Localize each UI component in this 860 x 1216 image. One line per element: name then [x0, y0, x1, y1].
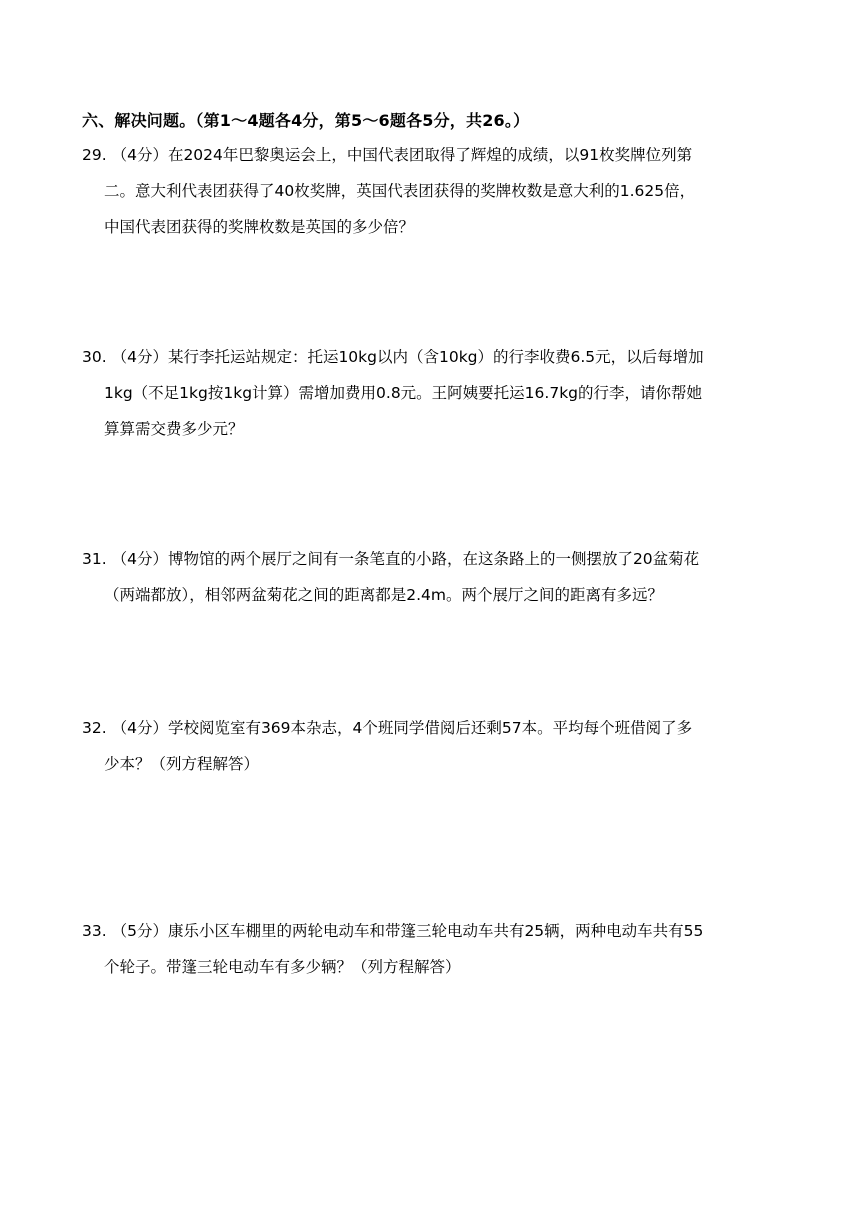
problem-29-line-1: 29. （4分）在2024年巴黎奥运会上，中国代表团取得了辉煌的成绩，以91枚奖牌位列第 [82, 146, 693, 164]
problem-30-line-3: 算算需交费多少元？ [104, 420, 244, 438]
section-heading: 六、解决问题。（第1～4题各4分，第5～6题各5分，共26。） [82, 111, 530, 130]
problem-30-line-2: 1kg（不足1kg按1kg计算）需增加费用0.8元。王阿姨要托运16.7kg的行李，请你帮她 [104, 384, 703, 402]
problem-33 [82, 913, 782, 985]
problem-29-line-2: 二。意大利代表团获得了40枚奖牌，英国代表团获得的奖牌枚数是意大利的1.625倍， [104, 182, 696, 200]
problem-32-line-1: 32. （4分）学校阅览室有369本杂志，4个班同学借阅后还剩57本。平均每个班借阅了多 [82, 719, 693, 737]
problem-31 [82, 541, 782, 613]
problem-30-line-1: 30. （4分）某行李托运站规定：托运10kg以内（含10kg）的行李收费6.5元，以后每增加 [82, 348, 704, 366]
problem-31-line-1: 31. （4分）博物馆的两个展厅之间有一条笔直的小路，在这条路上的一侧摆放了20盆菊花 [82, 550, 700, 568]
problem-33-line-1: 33. （5分）康乐小区车棚里的两轮电动车和带篷三轮电动车共有25辆，两种电动车共有55 [82, 922, 704, 940]
problem-29-line-3: 中国代表团获得的奖牌枚数是英国的多少倍？ [104, 218, 415, 236]
problem-31-line-2: （两端都放），相邻两盆菊花之间的距离都是2.4m。两个展厅之间的距离有多远？ [104, 586, 664, 604]
problem-30 [82, 339, 782, 447]
problem-32-line-2: 少本？（列方程解答） [104, 755, 260, 773]
problem-33-line-2: 个轮子。带篷三轮电动车有多少辆？（列方程解答） [104, 958, 461, 976]
problem-29 [82, 137, 782, 245]
problem-32 [82, 710, 782, 782]
